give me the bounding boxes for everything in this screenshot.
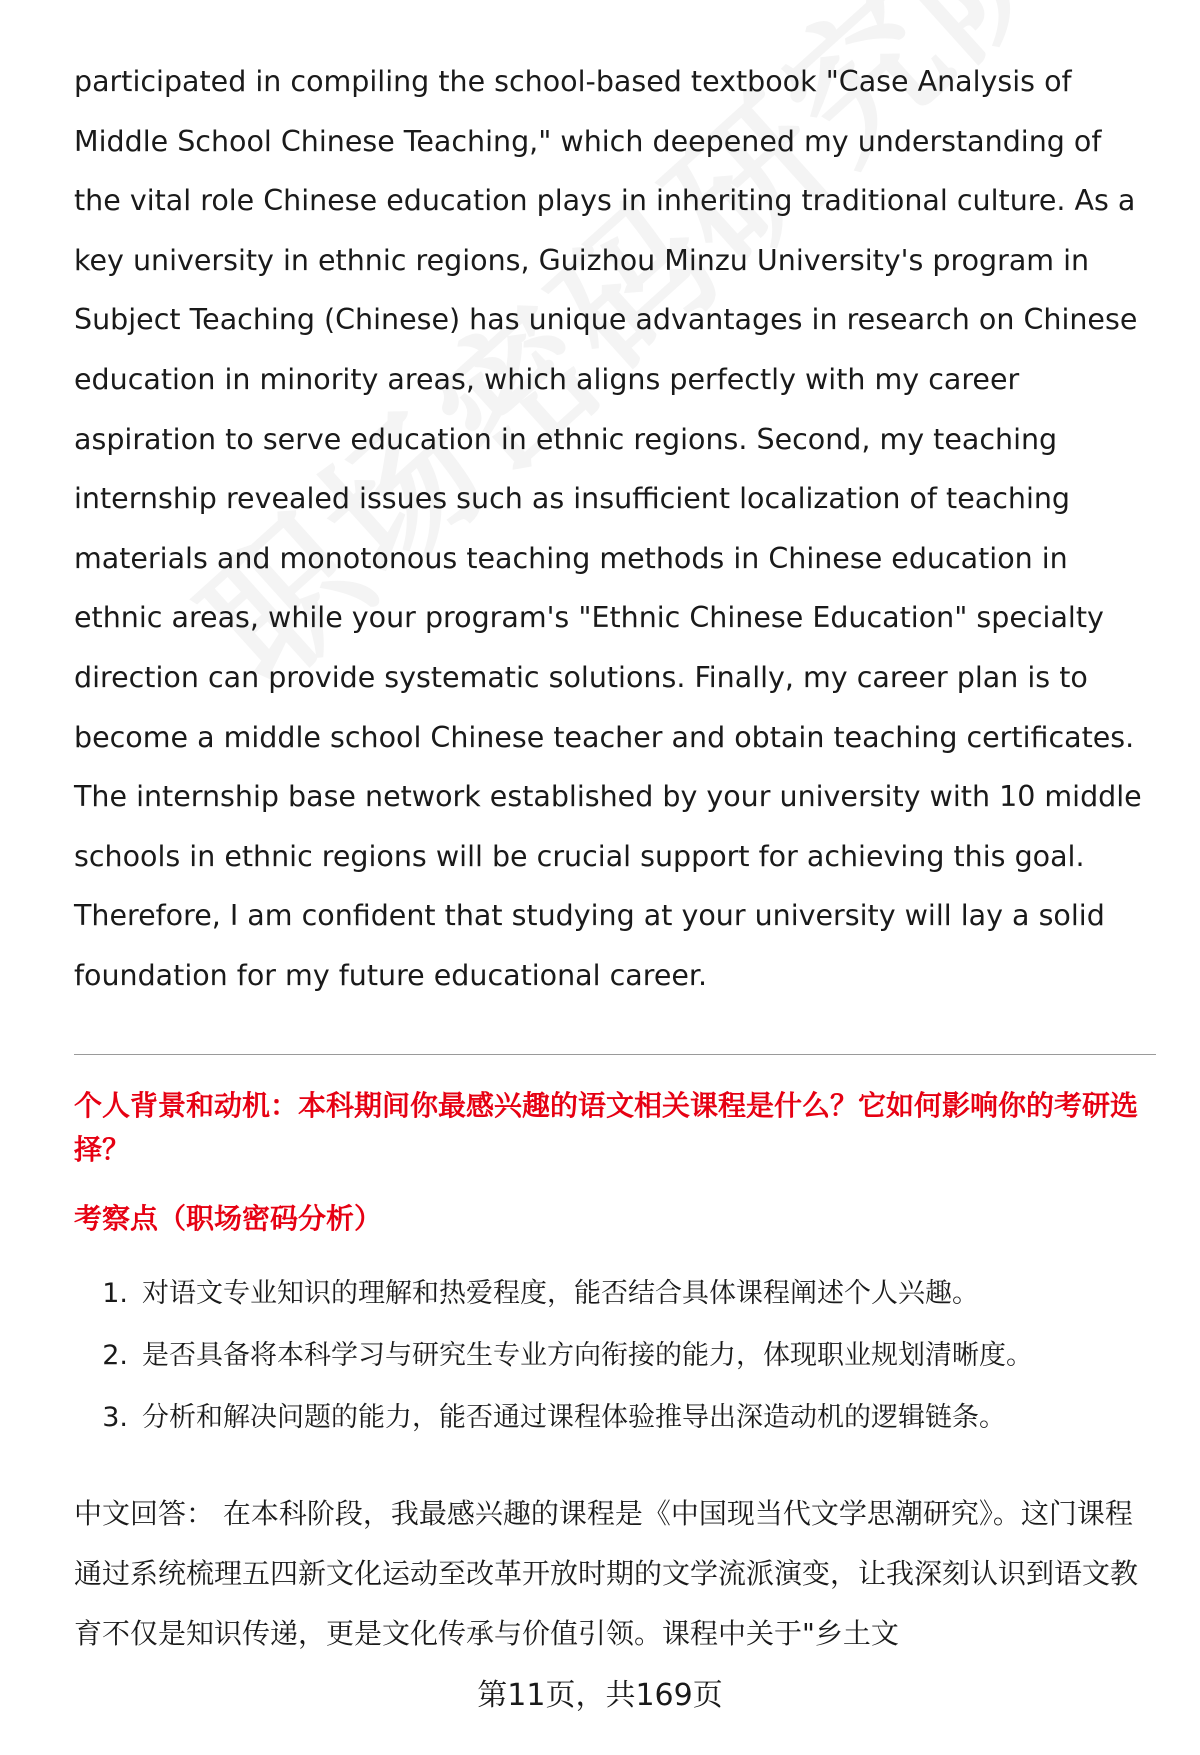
- document-page: [74, 0, 1156, 1006]
- list-item-text: 是否具备将本科学习与研究生专业方向衔接的能力，体现职业规划清晰度。: [142, 1340, 1033, 1371]
- list-item-number: 3.: [102, 1402, 128, 1433]
- list-item: [74, 1398, 1156, 1460]
- list-item-number: 2.: [102, 1340, 128, 1371]
- page-number-footer: 第11页，共169页: [477, 1678, 723, 1713]
- english-answer-paragraph: participated in compiling the school-based textbook "Case Analysis of Middle School Chinese Teaching," which deepened my understanding of the vital role Chinese education plays in inheriting traditional culture. As a key university in ethnic regions, Guizhou Minzu University's program in Subject Teaching (Chinese) has unique advantages in research on Chinese education in minority areas, which aligns perfectly with my career aspiration to serve education in ethnic regions. Second, my teaching internship revealed issues such as insufficient localization of teaching materials and monotonous teaching methods in Chinese education in ethnic areas, while your program's "Ethnic Chinese Education" specialty direction can provide systematic solutions. Finally, my career plan is to become a middle school Chinese teacher and obtain teaching certificates. The internship base network established by your university with 10 middle schools in ethnic regions will be crucial support for achieving this goal. Therefore, I am confident that studying at your university will lay a solid foundation for my future educational career.: [74, 65, 1142, 992]
- evaluation-points-list: [74, 1274, 1156, 1460]
- chinese-answer-paragraph: 中文回答： 在本科阶段，我最感兴趣的课程是《中国现当代文学思潮研究》。这门课程通过系统梳理五四新文化运动至改革开放时期的文学流派演变，让我深刻认识到语文教育不仅是知识传递，更是文化传承与价值引领。课程中关于"乡土文: [74, 1497, 1139, 1650]
- list-item-text: 对语文专业知识的理解和热爱程度，能否结合具体课程阐述个人兴趣。: [142, 1278, 979, 1309]
- section-divider: [74, 1054, 1156, 1055]
- list-item-number: 1.: [102, 1278, 128, 1309]
- evaluation-points-heading: 考察点（职场密码分析）: [74, 1202, 383, 1235]
- list-item: [74, 1274, 1156, 1336]
- list-item-text: 分析和解决问题的能力，能否通过课程体验推导出深造动机的逻辑链条。: [142, 1402, 1006, 1433]
- list-item: [74, 1336, 1156, 1398]
- question-heading: 个人背景和动机：本科期间你最感兴趣的语文相关课程是什么？它如何影响你的考研选择？: [74, 1089, 1139, 1166]
